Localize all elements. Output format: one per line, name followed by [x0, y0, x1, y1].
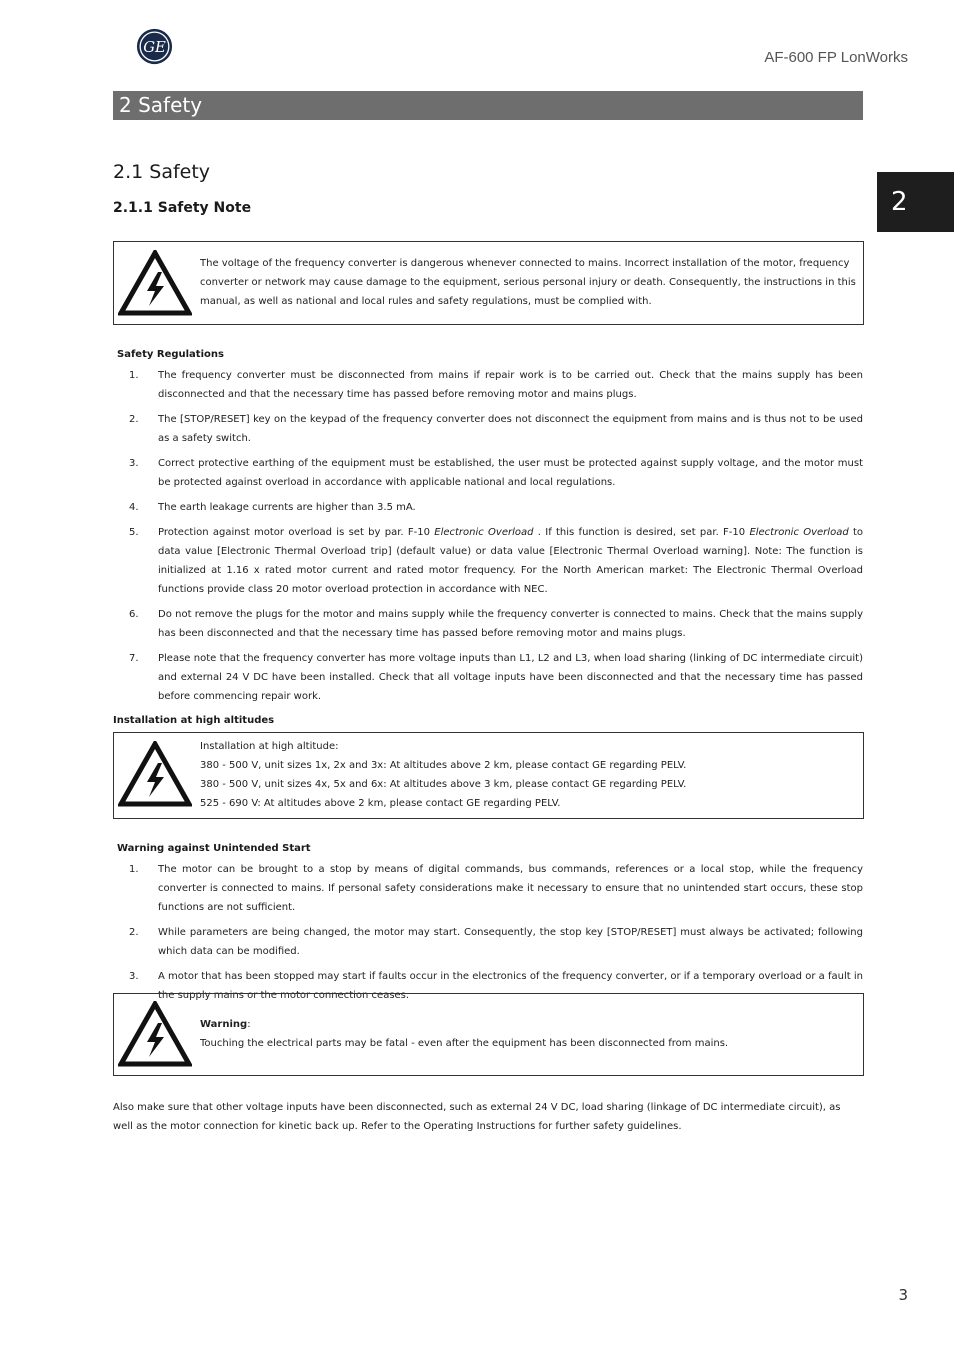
chapter-tab: 2 [877, 172, 954, 232]
unintended-start-label: Warning against Unintended Start [117, 843, 311, 854]
safety-regulations-label: Safety Regulations [117, 349, 224, 360]
high-altitudes-text: Installation at high altitude: 380 - 500 V, unit sizes 1x, 2x and 3x: At altitudes above 2 km, please contact GE regarding PELV. 380 - 500 V, unit sizes 4x, 5x and 6x: At altitudes above 3 km, please contact GE regarding PELV. 525 - 690 V: At altitudes above 2 km, please contact GE regarding PELV. [200, 741, 687, 809]
list-item: 2. The [STOP/RESET] key on the keypad of the frequency converter does not disconnect the equipment from mains and is thus not to be used as a safety switch. [129, 414, 863, 444]
high-voltage-warning-icon [118, 250, 192, 316]
list-item: 1. The frequency converter must be disconnected from mains if repair work is to be carried out. Check that the mains supply has been disconnected and that the necessary time has passed before removing motor and mains plugs. [129, 370, 863, 400]
unintended-start-list [113, 860, 863, 1011]
list-item: 4. The earth leakage currents are higher than 3.5 mA. [129, 502, 416, 513]
list-item: 1. The motor can be brought to a stop by means of digital commands, bus commands, references or a local stop, while the frequency converter is connected to mains. If personal safety considerations make it necessary to ensure that no unintended start occurs, these stop functions are not sufficient. [129, 864, 863, 913]
list-item: 6. Do not remove the plugs for the motor and mains supply while the frequency converter is connected to mains. Check that the mains supply has been disconnected and that the necessary time has passed before removing motor and mains plugs. [129, 609, 863, 639]
chapter-title: 2 Safety [113, 91, 863, 120]
safety-regulations-list [113, 366, 863, 712]
list-item: 3. A motor that has been stopped may start if faults occur in the electronics of the frequency converter, or if a temporary overload or a fault in the supply mains or the motor connection ceases. [129, 971, 863, 1001]
list-item: 5. Protection against motor overload is set by par. F-10 Electronic Overload . If this function is desired, set par. F-10 Electronic Overload to data value [Electronic Thermal Overload trip] (default value) or data value [Electronic Thermal Overload warning]. Note: The function is initialized at 1.16 x rated motor current and rated motor frequency. For the North American market: The Electronic Thermal Overload functions provide class 20 motor overload protection in accordance with NEC. [129, 527, 864, 595]
high-voltage-warning-icon [118, 741, 192, 807]
list-item: 3. Correct protective earthing of the equipment must be established, the user must be protected against supply voltage, and the motor must be protected against overload in accordance with applicable national and local regulations. [129, 458, 863, 488]
high-voltage-warning-icon [118, 1001, 192, 1067]
document-title: AF-600 FP LonWorks [764, 49, 908, 66]
list-item: 7. Please note that the frequency converter has more voltage inputs than L1, L2 and L3, when load sharing (linking of DC intermediate circuit) and external 24 V DC have been installed. Check that all voltage inputs have been disconnected and that the necessary time has passed before commencing repair work. [129, 653, 863, 702]
warning-box [113, 993, 864, 1076]
high-altitudes-label: Installation at high altitudes [113, 715, 275, 726]
warning-text: Warning: Touching the electrical parts may be fatal - even after the equipment has been disconnected from mains. [200, 1019, 729, 1049]
subsection-title: 2.1.1 Safety Note [113, 200, 252, 216]
high-altitudes-box [113, 732, 864, 819]
list-item: 2. While parameters are being changed, the motor may start. Consequently, the stop key [STOP/RESET] must always be activated; following which data can be modified. [129, 927, 863, 957]
warning-title: Warning [200, 1019, 248, 1030]
page-number: 3 [898, 1286, 908, 1304]
svg-text:GE: GE [143, 39, 166, 57]
safety-note-text: The voltage of the frequency converter is dangerous whenever connected to mains. Incorrect installation of the motor, frequency converter or network may cause damage to the equipment, serious personal injury or death. Consequently, the instructions in this manual, as well as national and local rules and safety regulations, must be complied with. [200, 258, 856, 307]
section-title: 2.1 Safety [113, 161, 211, 183]
ge-logo [136, 28, 173, 65]
safety-note-box [113, 241, 864, 325]
closing-paragraph: Also make sure that other voltage inputs have been disconnected, such as external 24 V DC, load sharing (linkage of DC intermediate circuit), as well as the motor connection for kinetic back up. Refer to the Operating Instructions for further safety guidelines. [113, 1102, 841, 1132]
